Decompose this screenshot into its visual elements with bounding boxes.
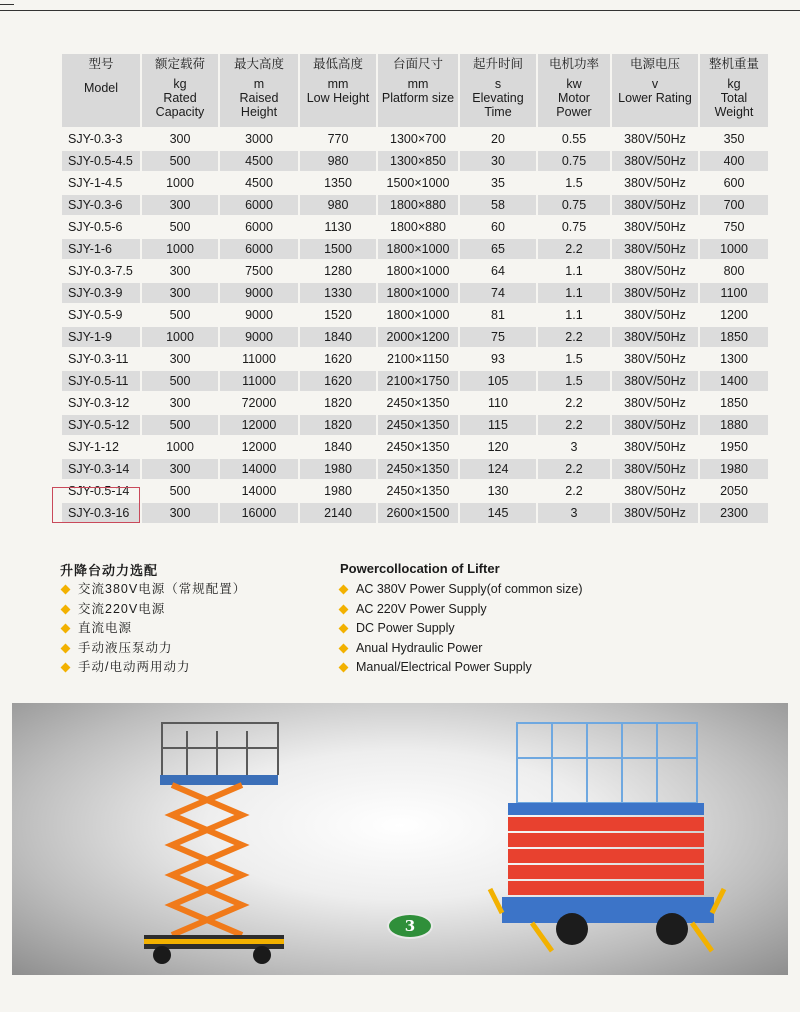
table-cell: 1500×1000 [378, 173, 458, 193]
table-cell: 1800×1000 [378, 305, 458, 325]
table-cell: SJY-1-4.5 [62, 173, 140, 193]
table-cell: 12000 [220, 437, 298, 457]
table-cell: 2.2 [538, 239, 610, 259]
highlight-box [52, 487, 140, 523]
table-cell: 1100 [700, 283, 768, 303]
table-cell: 380V/50Hz [612, 129, 698, 149]
table-cell: 2450×1350 [378, 393, 458, 413]
table-cell: 2.2 [538, 415, 610, 435]
table-cell: 1.5 [538, 173, 610, 193]
table-cell: 1200 [700, 305, 768, 325]
bullet-diamond-icon [61, 663, 71, 673]
list-item [62, 639, 246, 659]
table-cell: 105 [460, 371, 536, 391]
column-header [62, 54, 140, 127]
table-cell: 0.55 [538, 129, 610, 149]
table-cell: 1850 [700, 393, 768, 413]
list-item [62, 600, 246, 620]
column-header [142, 54, 218, 127]
bullet-diamond-icon [339, 585, 349, 595]
table-cell: 2000×1200 [378, 327, 458, 347]
table-row [62, 371, 768, 391]
table-row [62, 481, 768, 501]
table-cell: 800 [700, 261, 768, 281]
table-cell: 2450×1350 [378, 481, 458, 501]
table-cell: 500 [142, 481, 218, 501]
column-header-en: Raised Height [239, 91, 279, 119]
right-scissor-lift [490, 723, 724, 951]
table-cell: 0.75 [538, 195, 610, 215]
scissor-layer-1 [508, 817, 704, 831]
table-cell: 14000 [220, 481, 298, 501]
table-cell: 300 [142, 261, 218, 281]
table-cell: SJY-0.3-14 [62, 459, 140, 479]
table-cell: 35 [460, 173, 536, 193]
table-cell: 11000 [220, 349, 298, 369]
spec-table-body [62, 129, 768, 523]
table-cell: 980 [300, 151, 376, 171]
table-cell: 500 [142, 305, 218, 325]
table-cell: 380V/50Hz [612, 239, 698, 259]
table-cell: 1.5 [538, 349, 610, 369]
table-cell: 2050 [700, 481, 768, 501]
table-cell: 6000 [220, 217, 298, 237]
table-cell: 1800×880 [378, 195, 458, 215]
column-header-zh: 电机功率 [548, 57, 599, 71]
header-rule [0, 10, 800, 11]
table-cell: 1300×850 [378, 151, 458, 171]
table-cell: 1500 [300, 239, 376, 259]
column-header-unit: kg [727, 77, 741, 91]
table-cell: 130 [460, 481, 536, 501]
table-row [62, 327, 768, 347]
table-cell: 1000 [142, 173, 218, 193]
table-cell: 6000 [220, 195, 298, 215]
table-cell: 2.2 [538, 393, 610, 413]
table-cell: 7500 [220, 261, 298, 281]
table-cell: 120 [460, 437, 536, 457]
table-cell: 1.1 [538, 283, 610, 303]
table-cell: 65 [460, 239, 536, 259]
table-cell: 1.5 [538, 371, 610, 391]
scissor-layer-2 [508, 833, 704, 847]
list-item [340, 639, 582, 659]
power-title-zh: 升降台动力选配 [60, 563, 159, 578]
table-row [62, 437, 768, 457]
table-cell: 145 [460, 503, 536, 523]
table-cell: 124 [460, 459, 536, 479]
list-item-text: 直流电源 [78, 621, 133, 635]
table-cell: 380V/50Hz [612, 173, 698, 193]
column-header [700, 54, 768, 127]
column-header-unit: mm [327, 77, 349, 91]
table-cell: 3 [538, 503, 610, 523]
bullet-diamond-icon [61, 585, 71, 595]
table-cell: 1330 [300, 283, 376, 303]
table-cell: SJY-1-9 [62, 327, 140, 347]
table-cell: 600 [700, 173, 768, 193]
table-cell: 1.1 [538, 261, 610, 281]
table-cell: 64 [460, 261, 536, 281]
column-header [612, 54, 698, 127]
left-scissor-lift [144, 723, 284, 964]
table-cell: 1130 [300, 217, 376, 237]
column-header-en: Model [83, 81, 119, 95]
table-cell: 1880 [700, 415, 768, 435]
corner-mark [0, 4, 14, 5]
table-cell: 2450×1350 [378, 437, 458, 457]
power-options-zh [62, 580, 246, 678]
table-cell: SJY-1-12 [62, 437, 140, 457]
table-row [62, 415, 768, 435]
table-cell: 300 [142, 349, 218, 369]
table-cell: 9000 [220, 283, 298, 303]
table-cell: 700 [700, 195, 768, 215]
table-cell: SJY-0.3-16 [62, 503, 140, 523]
list-item [340, 600, 582, 620]
table-row [62, 261, 768, 281]
table-cell: 300 [142, 503, 218, 523]
list-item [62, 619, 246, 639]
table-cell: 500 [142, 151, 218, 171]
table-row [62, 503, 768, 523]
table-row [62, 305, 768, 325]
column-header-zh: 型号 [88, 57, 114, 71]
table-cell: 1840 [300, 437, 376, 457]
table-cell: 1800×1000 [378, 239, 458, 259]
table-cell: 1520 [300, 305, 376, 325]
power-title-en: Powercollocation of Lifter [340, 561, 500, 576]
table-cell: 12000 [220, 415, 298, 435]
right-platform [508, 803, 704, 815]
left-wheel-front [153, 946, 171, 964]
column-header-zh: 额定载荷 [154, 57, 205, 71]
table-cell: 1.1 [538, 305, 610, 325]
table-cell: 300 [142, 393, 218, 413]
list-item [340, 580, 582, 600]
list-item [62, 658, 246, 678]
table-cell: 380V/50Hz [612, 195, 698, 215]
table-cell: 6000 [220, 239, 298, 259]
column-header-unit: v [651, 77, 659, 91]
table-cell: SJY-0.5-4.5 [62, 151, 140, 171]
list-item-text: Anual Hydraulic Power [356, 640, 483, 655]
table-cell: 9000 [220, 327, 298, 347]
table-row [62, 217, 768, 237]
spec-table [60, 52, 770, 525]
table-cell: 380V/50Hz [612, 305, 698, 325]
power-options-en [340, 580, 582, 678]
table-cell: 380V/50Hz [612, 481, 698, 501]
left-wheel-rear [253, 946, 271, 964]
column-header-zh: 电源电压 [629, 57, 680, 71]
table-cell: SJY-0.5-6 [62, 217, 140, 237]
list-item-text: 交流220V电源 [78, 601, 166, 616]
scissor-layer-3 [508, 849, 704, 863]
table-cell: 380V/50Hz [612, 415, 698, 435]
table-cell: SJY-0.5-14 [62, 481, 140, 501]
table-cell: 1800×1000 [378, 261, 458, 281]
column-header-en: Low Height [306, 91, 370, 105]
table-cell: 350 [700, 129, 768, 149]
column-header-zh: 整机重量 [708, 57, 759, 71]
table-cell: 115 [460, 415, 536, 435]
table-cell: SJY-0.5-11 [62, 371, 140, 391]
list-item-text: AC 220V Power Supply [356, 601, 487, 616]
table-cell: 380V/50Hz [612, 261, 698, 281]
table-cell: 380V/50Hz [612, 217, 698, 237]
list-item-text: Manual/Electrical Power Supply [356, 660, 532, 674]
list-item-text: DC Power Supply [356, 621, 455, 635]
table-cell: 500 [142, 217, 218, 237]
scissor-layer-4 [508, 865, 704, 879]
right-wheel-rear [656, 913, 688, 945]
list-item-text: AC 380V Power Supply(of common size) [356, 582, 583, 596]
column-header-unit: mm [407, 77, 429, 91]
column-header [538, 54, 610, 127]
column-header-unit: s [494, 77, 502, 91]
table-cell: 2600×1500 [378, 503, 458, 523]
table-cell: 2450×1350 [378, 415, 458, 435]
table-cell: 770 [300, 129, 376, 149]
table-cell: 300 [142, 195, 218, 215]
table-cell: 380V/50Hz [612, 393, 698, 413]
table-cell: 380V/50Hz [612, 371, 698, 391]
column-header-en: Elevating Time [472, 91, 524, 119]
table-cell: 1980 [300, 459, 376, 479]
table-cell: 750 [700, 217, 768, 237]
table-cell: 1840 [300, 327, 376, 347]
spec-table-header [62, 54, 768, 127]
table-cell: 300 [142, 283, 218, 303]
table-cell: 11000 [220, 371, 298, 391]
table-cell: 500 [142, 415, 218, 435]
column-header-en: Motor Power [556, 91, 592, 119]
table-cell: 1000 [700, 239, 768, 259]
table-cell: 380V/50Hz [612, 459, 698, 479]
column-header-zh: 台面尺寸 [392, 57, 443, 71]
table-cell: 380V/50Hz [612, 349, 698, 369]
table-cell: 81 [460, 305, 536, 325]
table-cell: 1300×700 [378, 129, 458, 149]
table-cell: 2.2 [538, 459, 610, 479]
list-item [62, 580, 246, 600]
column-header-zh: 最大高度 [233, 57, 284, 71]
table-cell: 16000 [220, 503, 298, 523]
list-item-text: 手动/电动两用动力 [78, 660, 191, 674]
table-cell: 1800×1000 [378, 283, 458, 303]
bullet-diamond-icon [61, 604, 71, 614]
table-cell: SJY-0.3-12 [62, 393, 140, 413]
table-cell: 500 [142, 371, 218, 391]
column-header-en: Rated Capacity [155, 91, 205, 119]
table-cell: 380V/50Hz [612, 283, 698, 303]
table-cell: SJY-0.3-7.5 [62, 261, 140, 281]
table-cell: 75 [460, 327, 536, 347]
table-row [62, 151, 768, 171]
table-cell: SJY-0.3-11 [62, 349, 140, 369]
left-scissor-arms [172, 785, 242, 935]
table-row [62, 129, 768, 149]
list-item-text: 交流380V电源（常规配置） [78, 582, 247, 596]
table-row [62, 283, 768, 303]
table-cell: 2140 [300, 503, 376, 523]
left-guardrail [162, 723, 278, 775]
table-cell: 1350 [300, 173, 376, 193]
table-cell: 1820 [300, 415, 376, 435]
table-cell: 58 [460, 195, 536, 215]
scissor-layer-5 [508, 881, 704, 895]
table-cell: 380V/50Hz [612, 503, 698, 523]
table-cell: 72000 [220, 393, 298, 413]
table-cell: 1000 [142, 437, 218, 457]
bottom-margin [0, 975, 800, 1012]
list-item [340, 619, 582, 639]
table-cell: 9000 [220, 305, 298, 325]
bullet-diamond-icon [339, 604, 349, 614]
column-header-zh: 最低高度 [312, 57, 363, 71]
column-header-unit: kw [566, 77, 582, 91]
table-cell: 2100×1150 [378, 349, 458, 369]
table-cell: 4500 [220, 151, 298, 171]
table-cell: 74 [460, 283, 536, 303]
table-cell: 980 [300, 195, 376, 215]
table-cell: 0.75 [538, 151, 610, 171]
page-number-badge: 3 [387, 913, 433, 939]
left-base-stripe [144, 939, 284, 944]
table-cell: 1620 [300, 349, 376, 369]
column-header [300, 54, 376, 127]
table-cell: 20 [460, 129, 536, 149]
column-header-en: Platform size [381, 91, 455, 105]
table-cell: 60 [460, 217, 536, 237]
table-cell: 1850 [700, 327, 768, 347]
column-header [220, 54, 298, 127]
table-row [62, 393, 768, 413]
column-header-zh: 起升时间 [472, 57, 523, 71]
right-guardrail [517, 723, 697, 803]
table-cell: 4500 [220, 173, 298, 193]
table-cell: 1280 [300, 261, 376, 281]
table-cell: SJY-0.5-12 [62, 415, 140, 435]
table-cell: 3 [538, 437, 610, 457]
table-cell: 1000 [142, 239, 218, 259]
table-cell: SJY-0.5-9 [62, 305, 140, 325]
table-cell: 2.2 [538, 327, 610, 347]
table-cell: 93 [460, 349, 536, 369]
table-cell: 2.2 [538, 481, 610, 501]
table-cell: 0.75 [538, 217, 610, 237]
table-row [62, 195, 768, 215]
left-platform [160, 775, 278, 785]
table-cell: 400 [700, 151, 768, 171]
table-cell: SJY-0.3-3 [62, 129, 140, 149]
table-cell: 300 [142, 129, 218, 149]
table-cell: 110 [460, 393, 536, 413]
table-row [62, 239, 768, 259]
table-cell: 1800×880 [378, 217, 458, 237]
table-cell: 2450×1350 [378, 459, 458, 479]
table-cell: 1620 [300, 371, 376, 391]
table-cell: 1980 [300, 481, 376, 501]
table-cell: 1400 [700, 371, 768, 391]
table-cell: SJY-0.3-9 [62, 283, 140, 303]
table-cell: 3000 [220, 129, 298, 149]
column-header-en: Lower Rating [618, 91, 692, 105]
table-cell: 2100×1750 [378, 371, 458, 391]
table-cell: 380V/50Hz [612, 437, 698, 457]
bullet-diamond-icon [339, 663, 349, 673]
table-cell: 30 [460, 151, 536, 171]
list-item-text: 手动液压泵动力 [78, 640, 173, 655]
column-header-unit: kg [173, 77, 187, 91]
column-header [378, 54, 458, 127]
table-cell: 1950 [700, 437, 768, 457]
table-row [62, 349, 768, 369]
bullet-diamond-icon [339, 624, 349, 634]
column-header-unit: m [253, 77, 265, 91]
table-cell: 1300 [700, 349, 768, 369]
table-cell: 300 [142, 459, 218, 479]
bullet-diamond-icon [339, 643, 349, 653]
table-cell: SJY-0.3-6 [62, 195, 140, 215]
table-row [62, 173, 768, 193]
table-cell: 14000 [220, 459, 298, 479]
bullet-diamond-icon [61, 643, 71, 653]
table-cell: 1000 [142, 327, 218, 347]
table-cell: 380V/50Hz [612, 151, 698, 171]
table-cell: 1820 [300, 393, 376, 413]
list-item [340, 658, 582, 678]
table-cell: 380V/50Hz [612, 327, 698, 347]
table-cell: 1980 [700, 459, 768, 479]
column-header-en: Total Weight [714, 91, 754, 119]
table-cell: 2300 [700, 503, 768, 523]
column-header [460, 54, 536, 127]
table-row [62, 459, 768, 479]
table-cell: SJY-1-6 [62, 239, 140, 259]
right-wheel-front [556, 913, 588, 945]
bullet-diamond-icon [61, 624, 71, 634]
header-row [62, 54, 768, 127]
